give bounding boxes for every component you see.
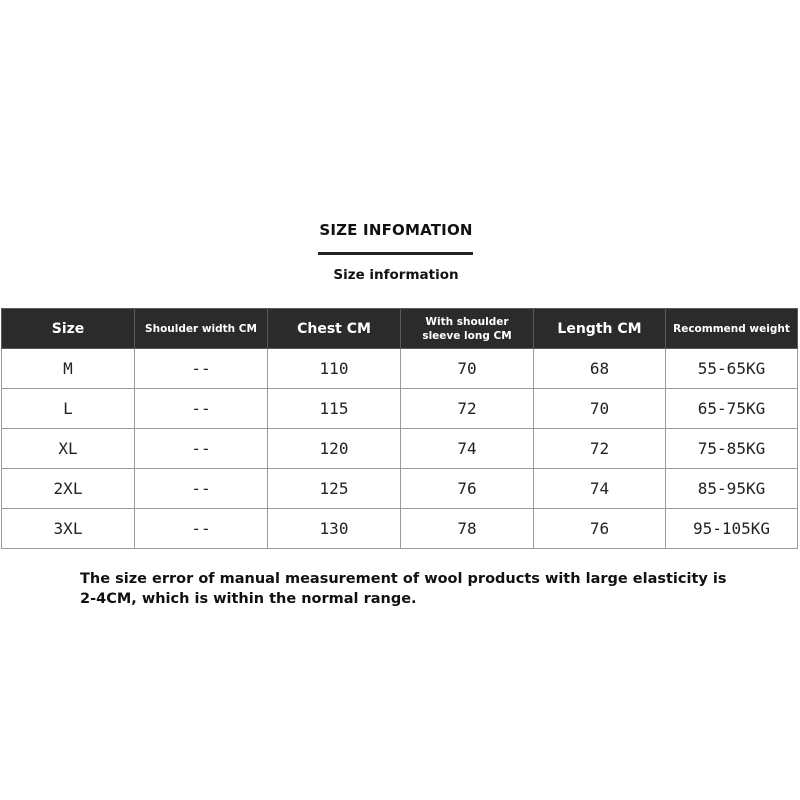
measurement-note: [80, 569, 760, 609]
size-table: [1, 308, 798, 549]
header-sleeve-length-line1: With shoulder: [425, 315, 509, 328]
table-row: [2, 429, 798, 469]
header-size: Size: [2, 309, 135, 349]
cell-shoulder-width: --: [135, 469, 268, 509]
cell-chest: 110: [268, 349, 401, 389]
cell-shoulder-width: --: [135, 429, 268, 469]
size-table-body: [2, 349, 798, 549]
cell-shoulder-width: --: [135, 389, 268, 429]
cell-sleeve-length: 72: [401, 389, 534, 429]
cell-recommend-weight: 75-85KG: [666, 429, 798, 469]
cell-recommend-weight: 65-75KG: [666, 389, 798, 429]
cell-size: L: [2, 389, 135, 429]
measurement-note-line2: 2-4CM, which is within the normal range.: [80, 591, 417, 607]
cell-size: M: [2, 349, 135, 389]
cell-chest: 115: [268, 389, 401, 429]
cell-chest: 130: [268, 509, 401, 549]
cell-size: XL: [2, 429, 135, 469]
cell-size: 2XL: [2, 469, 135, 509]
cell-shoulder-width: --: [135, 509, 268, 549]
table-row: [2, 389, 798, 429]
page-title: SIZE INFOMATION: [319, 221, 473, 239]
cell-chest: 120: [268, 429, 401, 469]
header-shoulder-width: Shoulder width CM: [135, 309, 268, 349]
cell-recommend-weight: 85-95KG: [666, 469, 798, 509]
table-row: [2, 509, 798, 549]
cell-length: 68: [534, 349, 666, 389]
header-row: [2, 309, 798, 349]
cell-length: 76: [534, 509, 666, 549]
header-chest: Chest CM: [268, 309, 401, 349]
cell-recommend-weight: 95-105KG: [666, 509, 798, 549]
table-row: [2, 349, 798, 389]
header-sleeve-length: [401, 309, 534, 349]
cell-length: 72: [534, 429, 666, 469]
cell-size: 3XL: [2, 509, 135, 549]
cell-sleeve-length: 78: [401, 509, 534, 549]
table-row: [2, 469, 798, 509]
cell-recommend-weight: 55-65KG: [666, 349, 798, 389]
header-sleeve-length-line2: sleeve long CM: [422, 329, 512, 342]
page-subtitle: Size information: [333, 267, 459, 283]
cell-shoulder-width: --: [135, 349, 268, 389]
cell-sleeve-length: 76: [401, 469, 534, 509]
title-underline: [318, 252, 473, 255]
cell-chest: 125: [268, 469, 401, 509]
cell-sleeve-length: 74: [401, 429, 534, 469]
cell-sleeve-length: 70: [401, 349, 534, 389]
size-table-header: [2, 309, 798, 349]
cell-length: 74: [534, 469, 666, 509]
cell-length: 70: [534, 389, 666, 429]
header-length: Length CM: [534, 309, 666, 349]
header-recommend-weight: Recommend weight: [666, 309, 798, 349]
measurement-note-line1: The size error of manual measurement of wool products with large elasticity is: [80, 571, 727, 587]
